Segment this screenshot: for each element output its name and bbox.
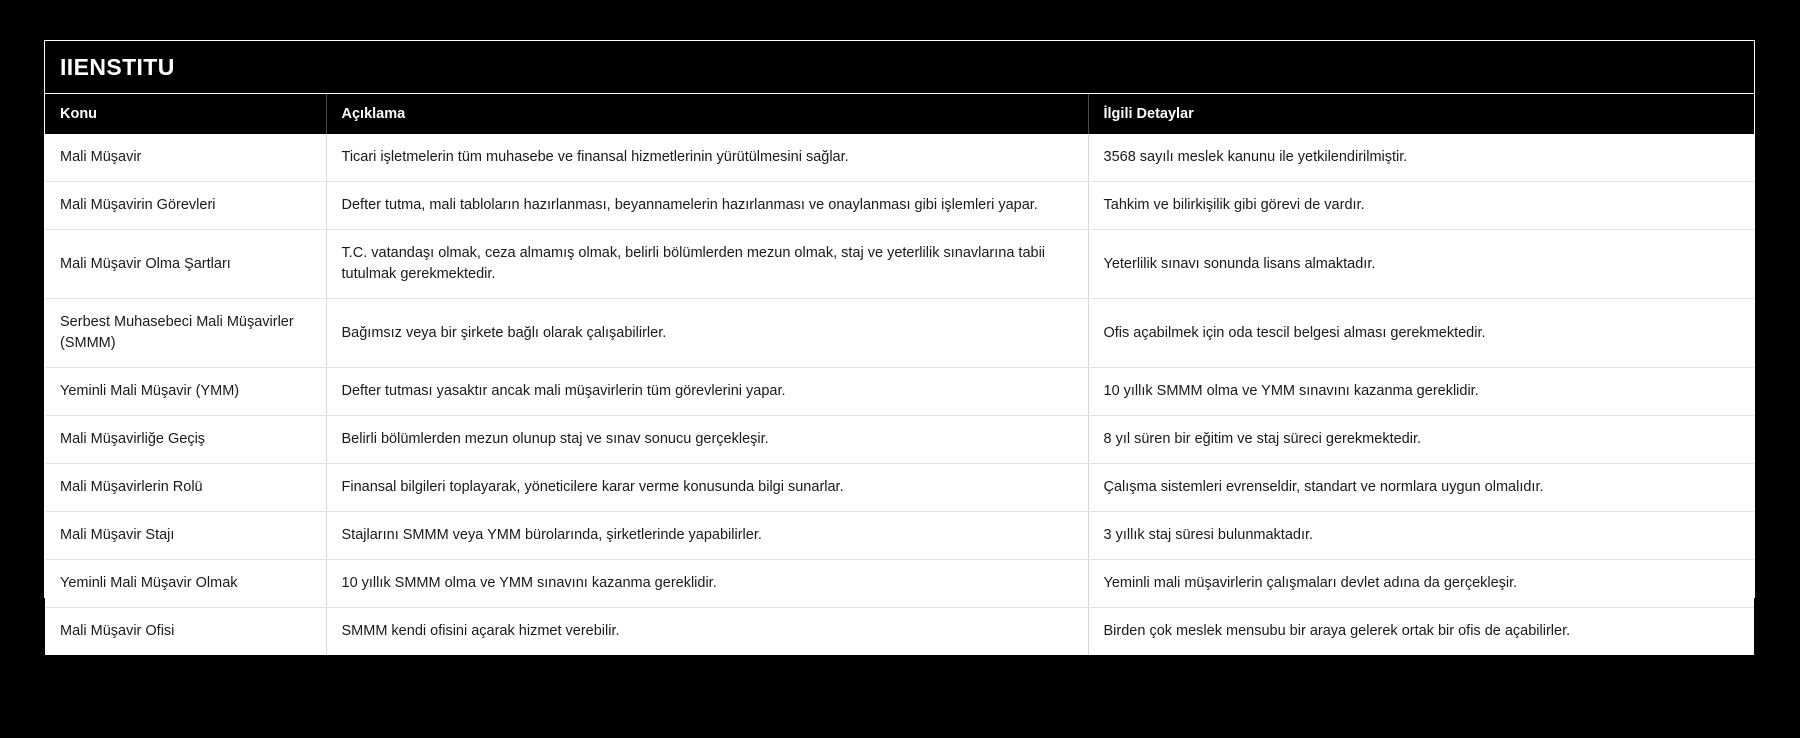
table-row <box>45 416 1754 464</box>
cell-detay: Birden çok meslek mensubu bir araya gelerek ortak bir ofis de açabilirler. <box>1088 608 1754 656</box>
table-row <box>45 299 1754 368</box>
cell-konu: Yeminli Mali Müşavir (YMM) <box>45 368 326 416</box>
table-header-row-group <box>45 94 1754 134</box>
column-header-konu[interactable]: Konu <box>45 94 326 134</box>
cell-detay: 3568 sayılı meslek kanunu ile yetkilendirilmiştir. <box>1088 134 1754 182</box>
cell-detay: Yeterlilik sınavı sonunda lisans almaktadır. <box>1088 230 1754 299</box>
cell-konu: Mali Müşavirlerin Rolü <box>45 464 326 512</box>
table-row <box>45 512 1754 560</box>
cell-detay: Yeminli mali müşavirlerin çalışmaları devlet adına da gerçekleşir. <box>1088 560 1754 608</box>
table-row <box>45 134 1754 182</box>
cell-aciklama: 10 yıllık SMMM olma ve YMM sınavını kazanma gereklidir. <box>326 560 1088 608</box>
cell-aciklama: Finansal bilgileri toplayarak, yöneticilere karar verme konusunda bilgi sunarlar. <box>326 464 1088 512</box>
cell-konu: Mali Müşavir Olma Şartları <box>45 230 326 299</box>
cell-detay: 10 yıllık SMMM olma ve YMM sınavını kazanma gereklidir. <box>1088 368 1754 416</box>
column-header-aciklama[interactable]: Açıklama <box>326 94 1088 134</box>
cell-detay: 3 yıllık staj süresi bulunmaktadır. <box>1088 512 1754 560</box>
table-row <box>45 182 1754 230</box>
table-row <box>45 368 1754 416</box>
column-header-detay[interactable]: İlgili Detaylar <box>1088 94 1754 134</box>
cell-detay: 8 yıl süren bir eğitim ve staj süreci gerekmektedir. <box>1088 416 1754 464</box>
cell-aciklama: Belirli bölümlerden mezun olunup staj ve sınav sonucu gerçekleşir. <box>326 416 1088 464</box>
cell-aciklama: T.C. vatandaşı olmak, ceza almamış olmak, belirli bölümlerden mezun olmak, staj ve yeterlilik sınavlarına tabii tutulmak gerekmektedir. <box>326 230 1088 299</box>
cell-aciklama: SMMM kendi ofisini açarak hizmet verebilir. <box>326 608 1088 656</box>
cell-aciklama: Defter tutma, mali tabloların hazırlanması, beyannamelerin hazırlanması ve onaylanması gibi işlemleri yapar. <box>326 182 1088 230</box>
cell-detay: Çalışma sistemleri evrenseldir, standart ve normlara uygun olmalıdır. <box>1088 464 1754 512</box>
cell-aciklama: Stajlarını SMMM veya YMM bürolarında, şirketlerinde yapabilirler. <box>326 512 1088 560</box>
cell-konu: Mali Müşavir Ofisi <box>45 608 326 656</box>
cell-konu: Mali Müşavir <box>45 134 326 182</box>
table-row <box>45 464 1754 512</box>
cell-konu: Mali Müşavirin Görevleri <box>45 182 326 230</box>
cell-detay: Tahkim ve bilirkişilik gibi görevi de vardır. <box>1088 182 1754 230</box>
table-header-row <box>45 94 1754 134</box>
table-row <box>45 560 1754 608</box>
cell-konu: Mali Müşavirliğe Geçiş <box>45 416 326 464</box>
cell-aciklama: Ticari işletmelerin tüm muhasebe ve finansal hizmetlerinin yürütülmesini sağlar. <box>326 134 1088 182</box>
table-body <box>45 134 1754 655</box>
table-row <box>45 230 1754 299</box>
cell-konu: Yeminli Mali Müşavir Olmak <box>45 560 326 608</box>
table-row <box>45 608 1754 656</box>
info-table <box>45 94 1754 655</box>
cell-konu: Serbest Muhasebeci Mali Müşavirler (SMMM) <box>45 299 326 368</box>
table-card <box>44 40 1755 640</box>
cell-konu: Mali Müşavir Stajı <box>45 512 326 560</box>
brand-title: IIENSTITU <box>60 53 175 80</box>
brand-header <box>45 41 1754 94</box>
cell-aciklama: Defter tutması yasaktır ancak mali müşavirlerin tüm görevlerini yapar. <box>326 368 1088 416</box>
cell-aciklama: Bağımsız veya bir şirkete bağlı olarak çalışabilirler. <box>326 299 1088 368</box>
cell-detay: Ofis açabilmek için oda tescil belgesi alması gerekmektedir. <box>1088 299 1754 368</box>
